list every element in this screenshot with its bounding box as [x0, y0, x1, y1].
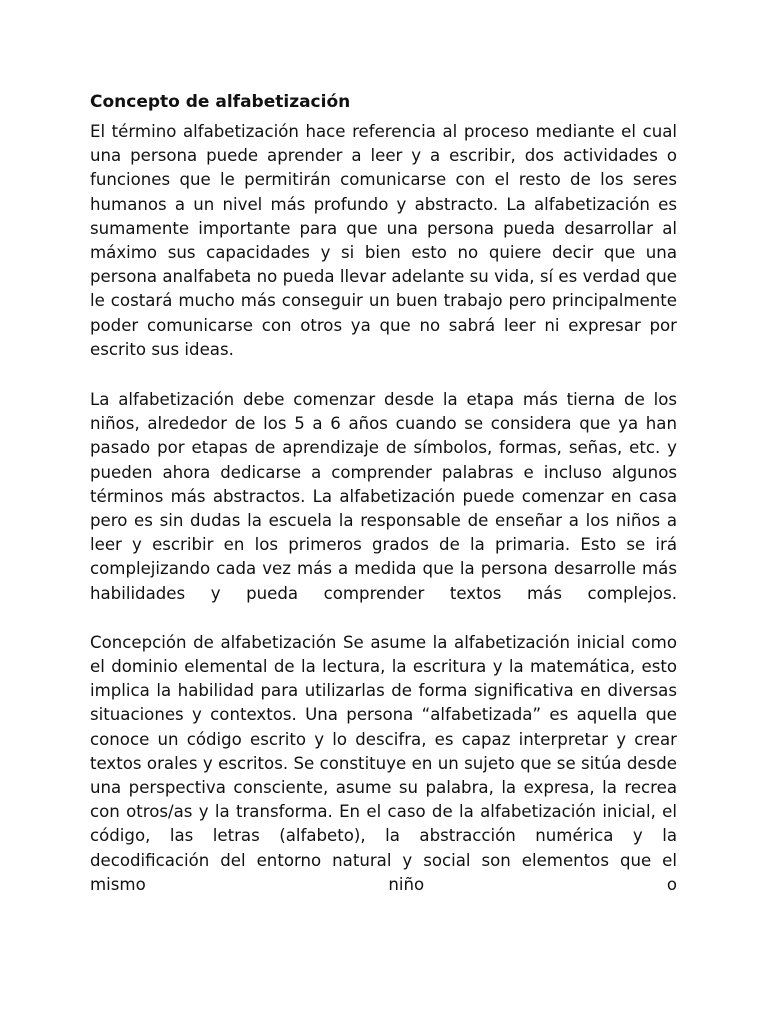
paragraph-1: El término alfabetización hace referencia al proceso mediante el cual una persona puede aprender a leer y a escribir, dos actividades o funciones que le permitirán comunicarse con el resto de los seres humanos a un nivel más profundo y abstracto. La alfabetización es sumamente importante para que una persona pueda desarrollar al máximo sus capacidades y si bien esto no quiere decir que una persona analfabeta no pueda llevar adelante su vida, sí es verdad que le costará mucho más conseguir un buen trabajo pero principalmente poder comunicarse con otros ya que no sabrá leer ni expresar por escrito sus ideas. [90, 122, 677, 359]
paragraph-3: Concepción de alfabetización Se asume la alfabetización inicial como el dominio elemental de la lectura, la escritura y la matemática, esto implica la habilidad para utilizarlas de forma significativa en diversas situaciones y contextos. Una persona “alfabetizada” es aquella que conoce un código escrito y lo descifra, es capaz interpretar y crear textos orales y escritos. Se constituye en un sujeto que se sitúa desde una perspectiva consciente, asume su palabra, la expresa, la recrea con otros/as y la transforma. En el caso de la alfabetización inicial, el código, las letras (alfabeto), la abstracción numérica y la decodificación del entorno natural y social son elementos que el mismo niño o [90, 632, 677, 894]
paragraph-spacer [90, 606, 677, 631]
paragraph-2: La alfabetización debe comenzar desde la etapa más tierna de los niños, alrededor de los 5 a 6 años cuando se considera que ya han pasado por etapas de aprendizaje de símbolos, formas, señas, etc. y pueden ahora dedicarse a comprender palabras e incluso algunos términos más abstractos. La alfabetización puede comenzar en casa pero es sin dudas la escuela la responsable de enseñar a los niños a leer y escribir en los primeros grados de la primaria. Esto se irá complejizando cada vez más a medida que la persona desarrolle más habilidades y pueda comprender textos más complejos. [90, 390, 677, 603]
paragraph-spacer [90, 362, 677, 388]
document-title: Concepto de alfabetización [90, 92, 351, 112]
document-body [90, 90, 677, 897]
